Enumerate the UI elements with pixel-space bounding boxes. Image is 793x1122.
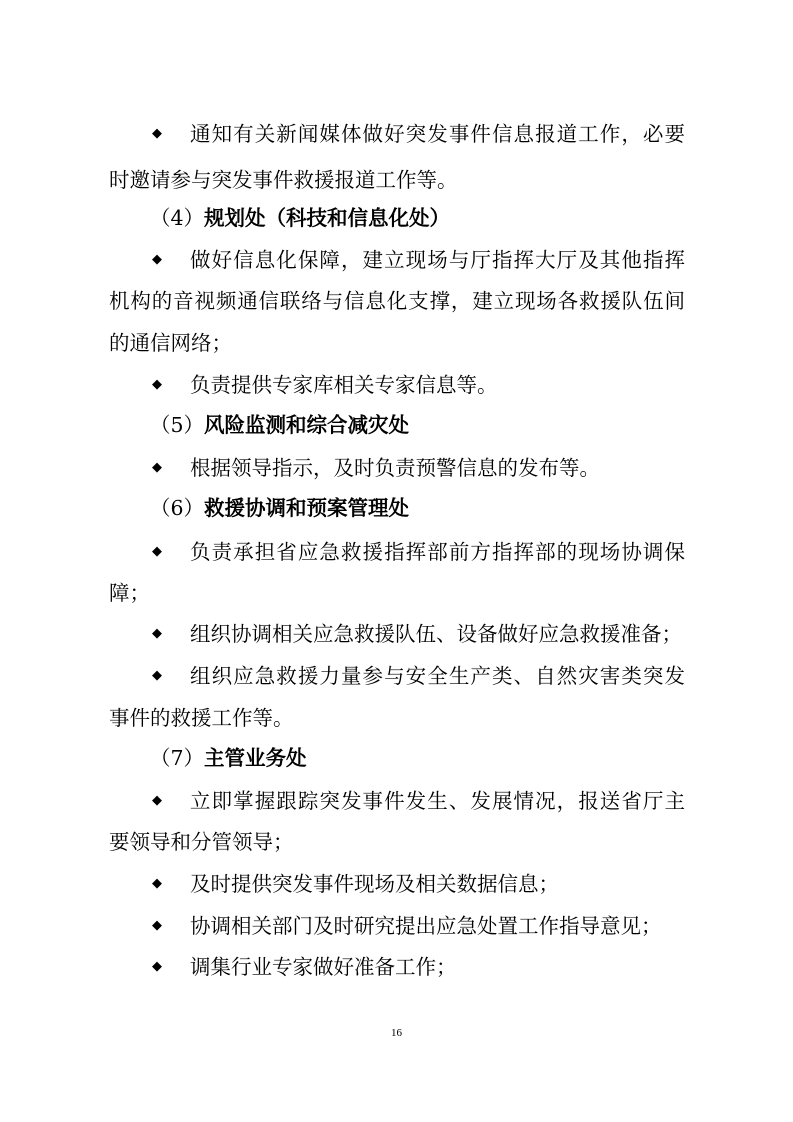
section-title: 主管业务处 [204,746,307,770]
section-heading [150,413,409,437]
bullet-icon: ◆ [152,544,162,559]
paragraph-line: 要领导和分管领导； [109,830,294,854]
paragraph-line: 时邀请参与突发事件救援报道工作等。 [109,168,458,192]
page-number: 16 [391,1027,402,1039]
bullet-icon: ◆ [152,252,162,267]
paragraph-line: 根据领导指示，及时负责预警信息的发布等。 [190,456,600,480]
section-number: （5） [150,413,205,437]
bullet-icon: ◆ [152,460,162,475]
paragraph-line: 障； [109,581,150,605]
paragraph-line: 协调相关部门及时研究提出应急处置工作指导意见； [190,914,662,938]
bullet-icon: ◆ [152,626,162,641]
section-title: 规划处（科技和信息化处） [204,206,451,230]
section-title: 风险监测和综合减灾处 [204,413,410,437]
paragraph-line: 负责承担省应急救援指挥部前方指挥部的现场协调保 [190,540,685,564]
paragraph-line: 事件的救援工作等。 [109,706,294,730]
paragraph-line: 组织协调相关应急救援队伍、设备做好应急救援准备； [190,622,682,646]
paragraph-line: 的通信网络； [109,331,232,355]
paragraph-line: 负责提供专家库相关专家信息等。 [190,373,498,397]
section-heading [150,206,450,230]
paragraph-line: 及时提供突发事件现场及相关数据信息； [190,872,559,896]
paragraph-line: 通知有关新闻媒体做好突发事件信息报道工作，必要 [190,122,685,146]
paragraph-line: 机构的音视频通信联络与信息化支撑，建立现场各救援队伍间 [109,289,685,313]
bullet-icon: ◆ [152,668,162,683]
bullet-icon: ◆ [152,918,162,933]
paragraph-line: 调集行业专家做好准备工作； [190,955,457,979]
section-number: （4） [150,206,205,230]
paragraph-line: 立即掌握跟踪突发事件发生、发展情况，报送省厅主 [190,789,685,813]
section-number: （6） [150,496,205,520]
section-heading [150,746,307,770]
section-heading [150,496,409,520]
bullet-icon: ◆ [152,126,162,141]
paragraph-line: 组织应急救援力量参与安全生产类、自然灾害类突发 [190,664,685,688]
section-title: 救援协调和预案管理处 [204,496,410,520]
section-number: （7） [150,746,205,770]
bullet-icon: ◆ [152,793,162,808]
paragraph-line: 做好信息化保障，建立现场与厅指挥大厅及其他指挥 [190,248,685,272]
bullet-icon: ◆ [152,377,162,392]
bullet-icon: ◆ [152,876,162,891]
bullet-icon: ◆ [152,959,162,974]
